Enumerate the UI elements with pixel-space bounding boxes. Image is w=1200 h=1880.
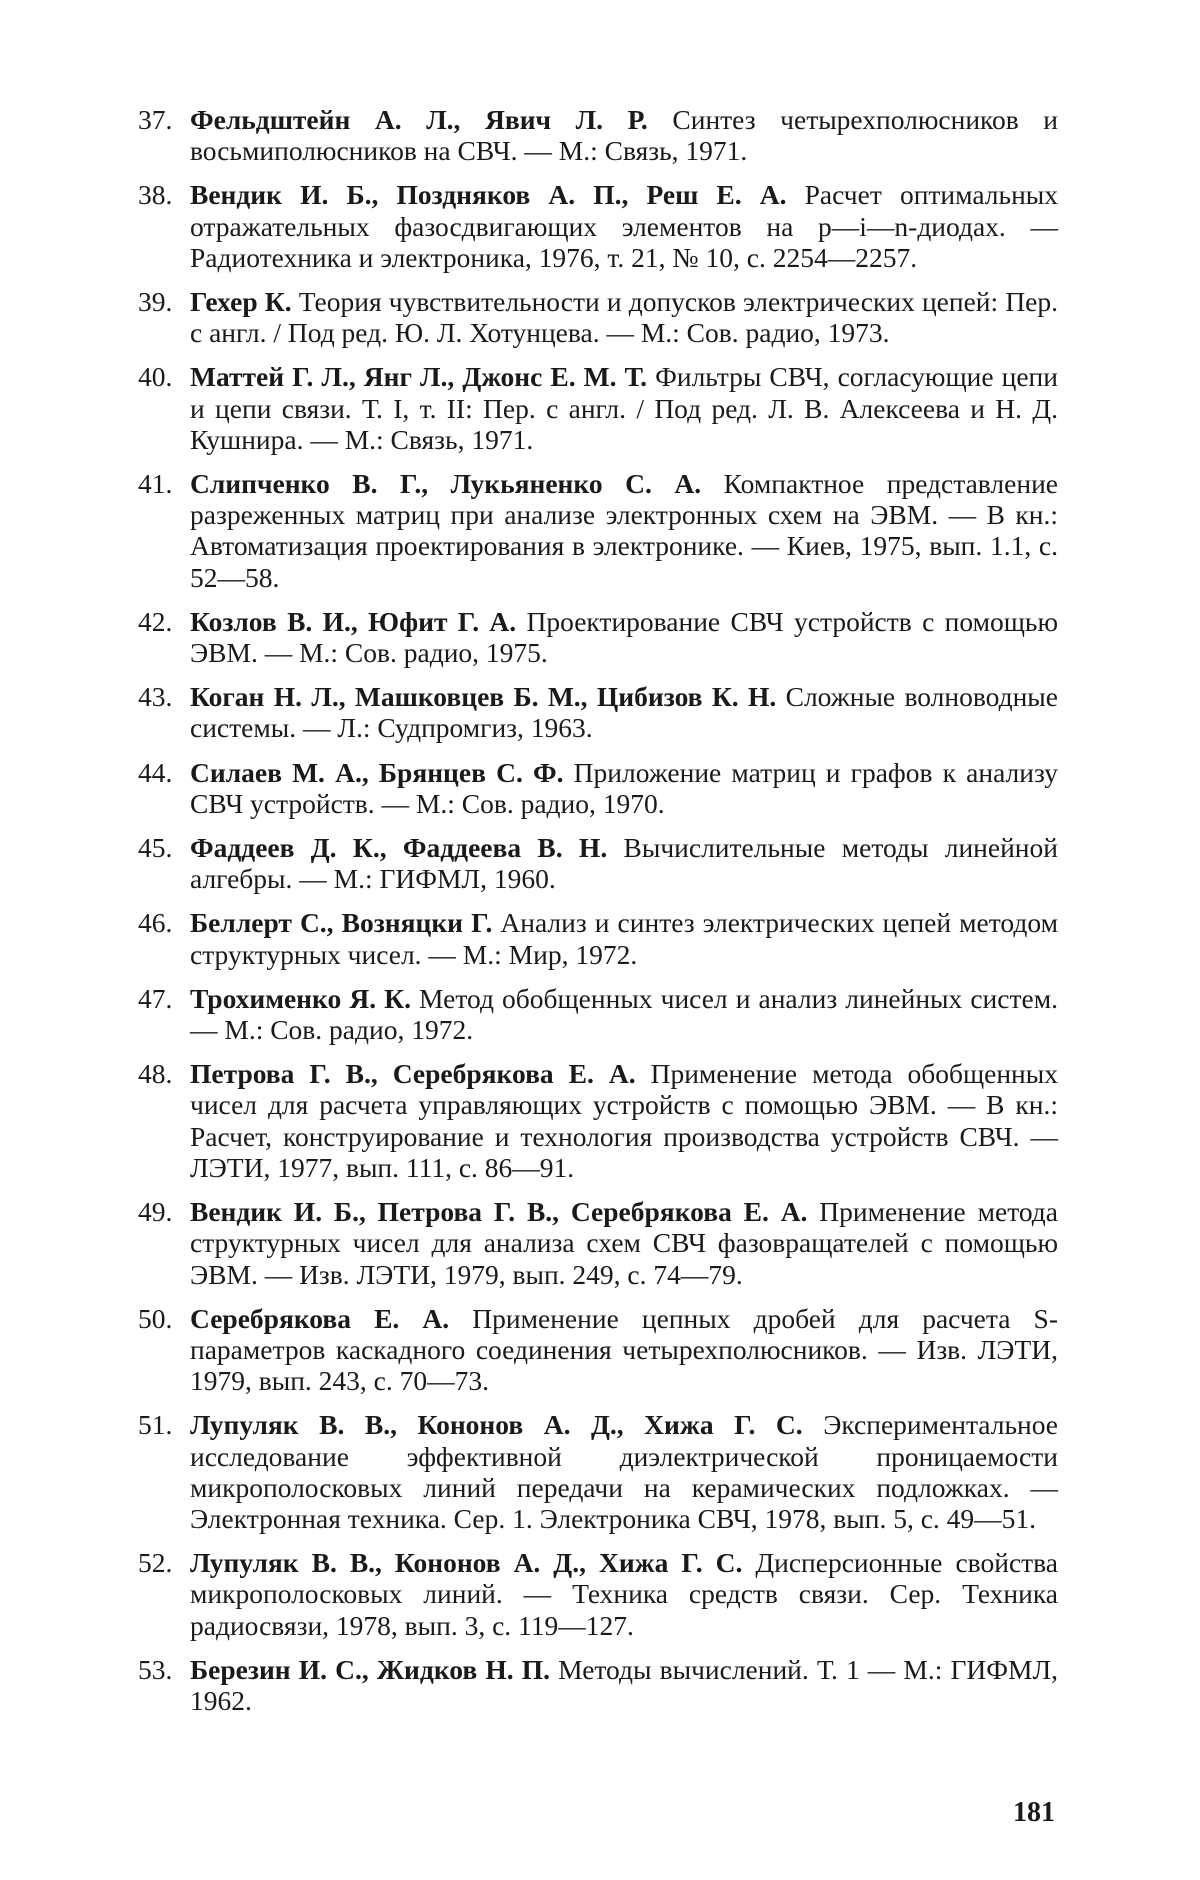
reference-number: 37. [138,104,173,135]
reference-text: Дисперсионные свойства микрополосковых линий. — Техника средств связи. Сер. Техника радиосвязи, 1978, вып. 3, с. 119—127. [190,1547,1058,1641]
reference-authors: Беллерт С., Возняцки Г. [190,907,493,939]
reference-number: 42. [138,605,173,637]
reference-number: 49. [138,1196,173,1228]
reference-entry [138,361,1058,455]
reference-entry [138,1409,1058,1534]
reference-text: Вычислительные методы линейной алгебры. — М.: ГИФМЛ, 1960. [190,832,1058,895]
reference-authors: Вендик И. Б., Петрова Г. В., Серебрякова Е. А. [190,1196,808,1228]
reference-entry [138,1547,1058,1641]
reference-entry [138,179,1058,273]
reference-entry [138,1303,1058,1397]
reference-number: 38. [138,179,173,211]
reference-text: Теория чувствительности и допусков электрических цепей: Пер. с англ. / Под ред. Ю. Л. Хотунцева. — М.: Сов. радио, 1973. [190,286,1059,349]
reference-authors: Силаев М. А., Брянцев С. Ф. [190,756,564,788]
reference-authors: Лупуляк В. В., Кононов А. Д., Хижа Г. С. [190,1409,803,1441]
reference-text: Анализ и синтез электрических цепей методом структурных чисел. — М.: Мир, 1972. [190,907,1059,970]
reference-authors: Лупуляк В. В., Кононов А. Д., Хижа Г. С. [190,1547,743,1579]
reference-number: 43. [138,681,173,713]
reference-authors: Трохименко Я. К. [190,982,411,1014]
reference-number: 47. [138,982,173,1014]
reference-entry [138,1654,1058,1716]
reference-text: Применение метода структурных чисел для анализа схем СВЧ фазовращателей с помощью ЭВМ. — Изв. ЛЭТИ, 1979, вып. 249, с. 74—79. [190,1196,1058,1290]
reference-text: Расчет оптимальных отражательных фазосдвигающих элементов на p—i—n-диодах. — Радиотехника и электроника, 1976, т. 21, № 10, с. 2254—2257. [190,179,1059,273]
reference-authors: Фаддеев Д. К., Фаддеева В. Н. [190,832,608,864]
reference-authors: Серебрякова Е. А. [190,1302,450,1334]
reference-number: 52. [138,1547,173,1579]
reference-number: 41. [138,468,173,500]
reference-text: Проектирование СВЧ устройств с помощью ЭВМ. — М.: Сов. радио, 1975. [190,605,1059,669]
reference-number: 48. [138,1058,173,1090]
reference-entry [138,606,1058,668]
reference-entry [138,907,1058,969]
reference-entry [138,681,1058,743]
reference-text: Приложение матриц и графов к анализу СВЧ устройств. — М.: Сов. радио, 1970. [190,756,1058,819]
reference-authors: Вендик И. Б., Поздняков А. П., Реш Е. А. [190,179,787,211]
page-number: 181 [1013,1797,1055,1828]
reference-number: 44. [138,756,173,788]
reference-authors: Петрова Г. В., Серебрякова Е. А. [190,1058,636,1090]
reference-number: 46. [138,907,173,939]
reference-number: 53. [138,1653,173,1685]
reference-text: Метод обобщенных чисел и анализ линейных систем. — М.: Сов. радио, 1972. [190,982,1058,1046]
reference-number: 40. [138,361,173,393]
reference-authors: Березин И. С., Жидков Н. П. [190,1653,550,1685]
reference-authors: Слипченко В. Г., Лукьяненко С. А. [190,468,702,500]
reference-authors: Козлов В. И., Юфит Г. А. [190,605,517,637]
reference-entry [138,983,1058,1045]
reference-authors: Гехер К. [190,286,292,318]
reference-entry [138,104,1058,166]
reference-number: 39. [138,286,173,318]
reference-authors: Маттей Г. Л., Янг Л., Джонс Е. М. Т. [190,361,648,393]
reference-entry [138,286,1058,348]
reference-text: Экспериментальное исследование эффективной диэлектрической проницаемости микрополосковых линий передачи на керамических подложках. — Электронная техника. Сер. 1. Электроника СВЧ, 1978, вып. 5, с. 49—51. [190,1409,1059,1534]
reference-text: Методы вычислений. Т. 1 — М.: ГИФМЛ, 1962. [190,1653,1058,1716]
reference-number: 50. [138,1302,173,1334]
reference-text: Синтез четырехполюсников и восьмиполюсников на СВЧ. — М.: Связь, 1971. [190,104,1059,167]
reference-entry [138,832,1058,894]
reference-authors: Фельдштейн А. Л., Явич Л. Р. [190,104,648,135]
reference-text: Применение цепных дробей для расчета S-параметров каскадного соединения четырехполюсников. — Изв. ЛЭТИ, 1979, вып. 243, с. 70—73. [190,1302,1058,1397]
reference-text: Сложные волноводные системы. — Л.: Судпромгиз, 1963. [190,681,1058,744]
reference-authors: Коган Н. Л., Машковцев Б. М., Цибизов К. Н. [190,681,777,713]
reference-text: Фильтры СВЧ, согласующие цепи и цепи связи. Т. I, т. II: Пер. с англ. / Под ред. Л. В. Алексеева и Н. Д. Кушнира. — М.: Связь, 1971. [190,361,1058,455]
reference-entry [138,1058,1058,1183]
reference-entry [138,468,1058,593]
reference-entry [138,1196,1058,1290]
reference-list [138,104,1058,1729]
reference-text: Компактное представление разреженных матриц при анализе электронных схем на ЭВМ. — В кн.: Автоматизация проектирования в электронике. — Киев, 1975, вып. 1.1, с. 52—58. [190,468,1058,593]
reference-number: 51. [138,1409,173,1441]
reference-number: 45. [138,832,173,864]
reference-entry [138,757,1058,819]
reference-text: Применение метода обобщенных чисел для расчета управляющих устройств с помощью ЭВМ. — В кн.: Расчет, конструирование и технология производства устройств СВЧ. — ЛЭТИ, 1977, вып. 111, с. 86—91. [190,1058,1058,1183]
